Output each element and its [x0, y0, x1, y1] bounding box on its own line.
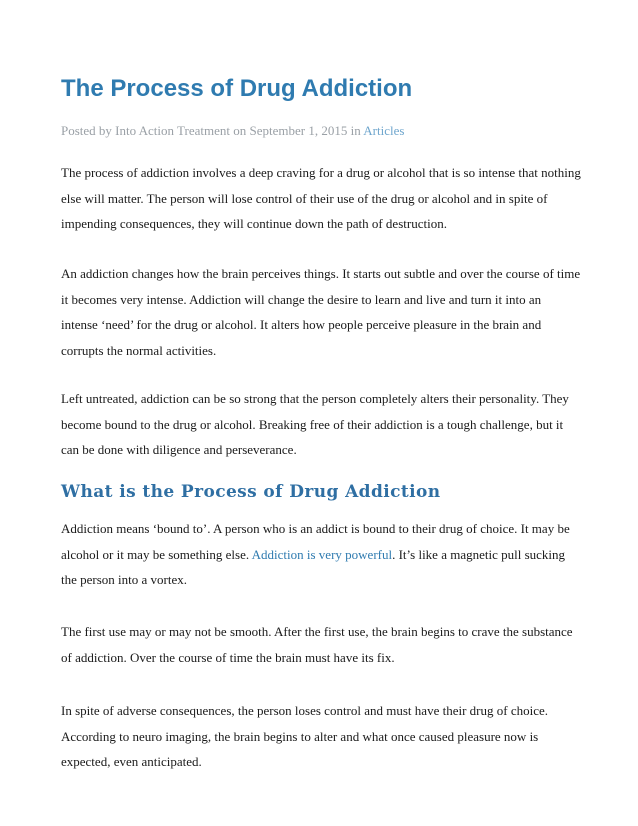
post-meta: [61, 122, 404, 140]
section-heading: What is the Process of Drug Addiction: [61, 482, 441, 502]
paragraph-intro-3: Left untreated, addiction can be so strong that the person completely alters their personality. They become bound to the drug or alcohol. Breaking free of their addiction is a tough challenge, but it can be done with diligence and perseverance.: [61, 391, 569, 457]
category-link[interactable]: Articles: [363, 123, 405, 138]
section-paragraph-1: [61, 516, 581, 593]
addiction-powerful-link[interactable]: Addiction is very powerful: [251, 546, 393, 562]
post-meta-text: Posted by Into Action Treatment on September 1, 2015 in: [61, 123, 364, 138]
section-paragraph-1-text-b: . It’s like a magnetic pull sucking the person into a vortex.: [61, 546, 566, 587]
section-paragraph-1-text-a: Addiction means ‘bound to’. A person who is an addict is bound to their drug of choice. It may be alcohol or it may be something else.: [61, 521, 570, 562]
section-paragraph-3: In spite of adverse consequences, the person loses control and must have their drug of choice. According to neuro imaging, the brain begins to alter and what once caused pleasure now is expected, even anticipated.: [61, 703, 548, 769]
section-paragraph-2: The first use may or may not be smooth. After the first use, the brain begins to crave the substance of addiction. Over the course of time the brain must have its fix.: [61, 624, 573, 665]
paragraph-intro-1: The process of addiction involves a deep craving for a drug or alcohol that is so intense that nothing else will matter. The person will lose control of their use of the drug or alcohol and in spite of impending consequences, they will continue down the path of destruction.: [61, 165, 581, 231]
article-title: The Process of Drug Addiction: [61, 75, 413, 102]
paragraph-intro-2: An addiction changes how the brain perceives things. It starts out subtle and over the course of time it becomes very intense. Addiction will change the desire to learn and live and turn it into an intense ‘need’ for the drug or alcohol. It alters how people perceive pleasure in the brain and corrupts the normal activities.: [61, 266, 581, 358]
